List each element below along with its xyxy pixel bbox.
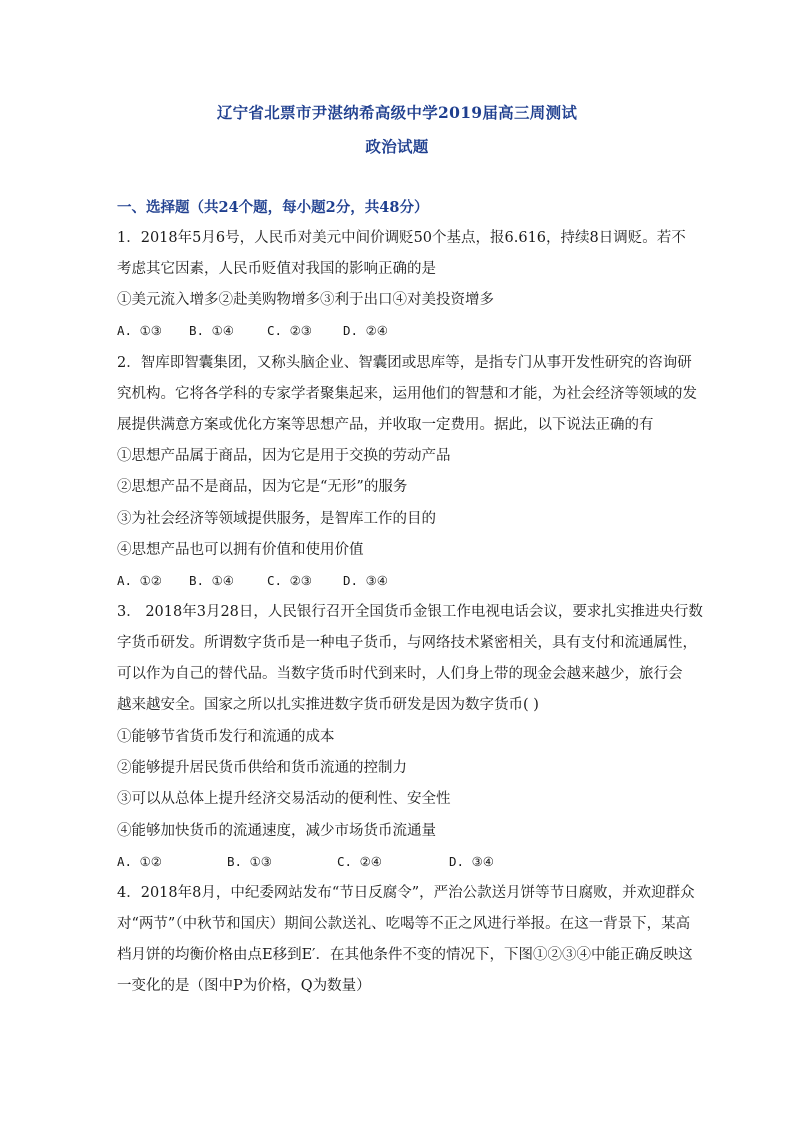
q2-statement-2: ②思想产品不是商品，因为它是“无形”的服务 (117, 479, 408, 495)
q3-stem-line-3: 可以作为自己的替代品。当数字货币时代到来时，人们身上带的现金会越来越少，旅行会 (117, 666, 683, 682)
q1-option-b: B. ①④ (189, 323, 234, 338)
q3-option-a: A. ①② (117, 854, 162, 869)
q1-option-d: D. ②④ (343, 323, 388, 338)
q1-stem-line-1: 1．2018年5月6号，人民币对美元中间价调贬50个基点，报6.616，持续8日调贬。若不 (117, 230, 686, 246)
q1-stem-line-2: 考虑其它因素，人民币贬值对我国的影响正确的是 (117, 261, 436, 277)
q3-statement-4: ④能够加快货币的流通速度，减少市场货币流通量 (117, 823, 436, 839)
q4-stem-line-4: 一变化的是（图中P为价格，Q为数量） (117, 978, 371, 994)
q2-statement-3: ③为社会经济等领域提供服务，是智库工作的目的 (117, 511, 436, 527)
q2-option-d: D. ③④ (343, 573, 388, 588)
q4-stem-line-3: 档月饼的均衡价格由点E移到E′．在其他条件不变的情况下，下图①②③④中能正确反映这 (117, 947, 693, 963)
q4-stem-line-2: 对“两节”（中秋节和国庆）期间公款送礼、吃喝等不正之风进行举报。在这一背景下，某高 (117, 916, 691, 932)
exam-title: 辽宁省北票市尹湛纳希高级中学2019届高三周测试 (216, 103, 578, 122)
q2-stem-line-1: 2．智库即智囊集团，又称头脑企业、智囊团或思库等，是指专门从事开发性研究的咨询研 (117, 355, 692, 371)
q3-statement-2: ②能够提升居民货币供给和货币流通的控制力 (117, 760, 407, 776)
q1-option-c: C. ②③ (267, 323, 312, 338)
q2-stem-line-2: 究机构。它将各学科的专家学者聚集起来，运用他们的智慧和才能，为社会经济等领域的发 (117, 386, 697, 402)
q2-statement-4: ④思想产品也可以拥有价值和使用价值 (117, 542, 364, 558)
q3-option-c: C. ②④ (337, 854, 382, 869)
q3-stem-line-2: 字货币研发。所谓数字货币是一种电子货币，与网络技术紧密相关，具有支付和流通属性， (117, 635, 697, 651)
q2-stem-line-3: 展提供满意方案或优化方案等思想产品，并收取一定费用。据此，以下说法正确的有 (117, 417, 654, 433)
q1-statements: ①美元流入增多②赴美购物增多③利于出口④对美投资增多 (117, 292, 494, 308)
q3-option-d: D. ③④ (449, 854, 494, 869)
q4-stem-line-1: 4．2018年8月，中纪委网站发布“节日反腐令”，严治公款送月饼等节日腐败，并欢迎群众 (117, 885, 695, 901)
q3-statement-1: ①能够节省货币发行和流通的成本 (117, 729, 335, 745)
section-heading: 一、选择题（共24个题，每小题2分，共48分） (117, 199, 429, 216)
q3-stem-line-4: 越来越安全。国家之所以扎实推进数字货币研发是因为数字货币( ) (117, 697, 539, 713)
q3-stem-line-1: 3． 2018年3月28日，人民银行召开全国货币金银工作电视电话会议，要求扎实推进央行数 (117, 604, 703, 620)
q1-option-a: A. ①③ (117, 323, 162, 338)
q2-option-c: C. ②③ (267, 573, 312, 588)
q3-statement-3: ③可以从总体上提升经济交易活动的便利性、安全性 (117, 791, 451, 807)
q3-option-b: B. ①③ (227, 854, 272, 869)
exam-subtitle: 政治试题 (365, 137, 429, 156)
q2-option-a: A. ①② (117, 573, 162, 588)
q2-statement-1: ①思想产品属于商品，因为它是用于交换的劳动产品 (117, 448, 451, 464)
q2-option-b: B. ①④ (189, 573, 234, 588)
